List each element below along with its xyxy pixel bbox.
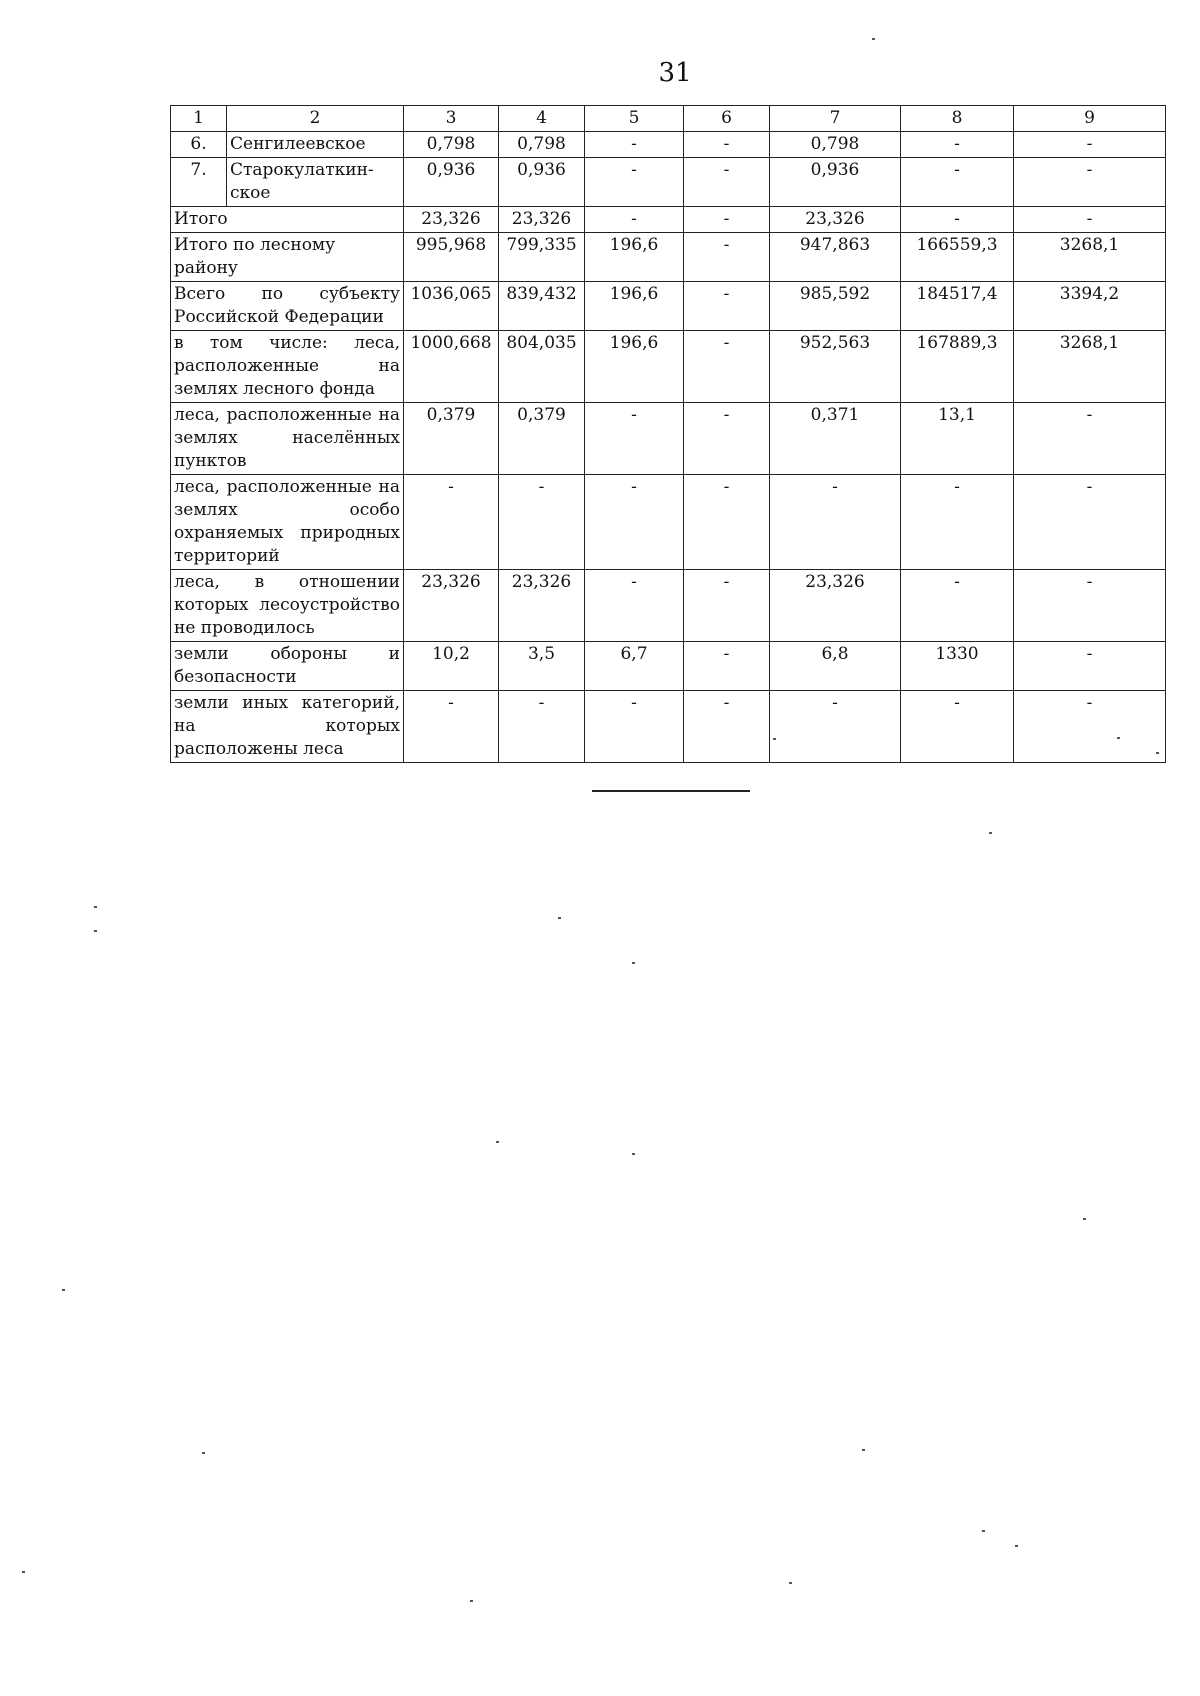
column-number-2: 2 (227, 106, 404, 132)
scan-speck (470, 1600, 473, 1602)
scan-speck (773, 738, 776, 740)
value-cell-col-9: - (1014, 570, 1166, 642)
scan-speck (1117, 737, 1120, 739)
scan-speck (982, 1530, 985, 1532)
value-cell-col-5: - (585, 132, 684, 158)
row-label: Итого (171, 207, 404, 233)
value-cell-col-3: - (404, 475, 499, 570)
row-label: Итого по лесному району (171, 233, 404, 282)
value-cell-col-3: 1036,065 (404, 282, 499, 331)
value-cell-col-5: - (585, 158, 684, 207)
value-cell-col-3: - (404, 691, 499, 763)
column-number-row (171, 106, 1166, 132)
column-number-6: 6 (684, 106, 770, 132)
value-cell-col-8: 166559,3 (901, 233, 1014, 282)
value-cell-col-6: - (684, 282, 770, 331)
value-cell-col-8: - (901, 207, 1014, 233)
scan-speck (632, 1153, 635, 1155)
value-cell-col-5: 196,6 (585, 331, 684, 403)
value-cell-col-4: 804,035 (499, 331, 585, 403)
value-cell-col-4: 799,335 (499, 233, 585, 282)
end-of-table-line (592, 790, 750, 792)
value-cell-col-7: 0,371 (770, 403, 901, 475)
value-cell-col-4: 23,326 (499, 570, 585, 642)
table-row (171, 132, 1166, 158)
value-cell-col-5: 196,6 (585, 282, 684, 331)
row-label: леса, расположенные на землях населённых пунктов (171, 403, 404, 475)
value-cell-col-9: - (1014, 207, 1166, 233)
value-cell-col-7: 947,863 (770, 233, 901, 282)
value-cell-col-9: 3268,1 (1014, 331, 1166, 403)
scan-speck (202, 1452, 205, 1454)
row-index: 7. (171, 158, 227, 207)
value-cell-col-7: - (770, 691, 901, 763)
scan-speck (1083, 1218, 1086, 1220)
value-cell-col-9: - (1014, 475, 1166, 570)
value-cell-col-5: - (585, 570, 684, 642)
value-cell-col-6: - (684, 158, 770, 207)
value-cell-col-4: 0,936 (499, 158, 585, 207)
table-body (171, 106, 1166, 763)
table-row (171, 691, 1166, 763)
value-cell-col-5: - (585, 691, 684, 763)
value-cell-col-4: 839,432 (499, 282, 585, 331)
table-row (171, 282, 1166, 331)
value-cell-col-8: - (901, 158, 1014, 207)
value-cell-col-9: - (1014, 642, 1166, 691)
value-cell-col-3: 1000,668 (404, 331, 499, 403)
value-cell-col-6: - (684, 475, 770, 570)
row-index: 6. (171, 132, 227, 158)
value-cell-col-3: 23,326 (404, 570, 499, 642)
scan-speck (558, 917, 561, 919)
value-cell-col-3: 0,798 (404, 132, 499, 158)
value-cell-col-6: - (684, 403, 770, 475)
value-cell-col-3: 0,379 (404, 403, 499, 475)
value-cell-col-7: 23,326 (770, 570, 901, 642)
scan-speck (789, 1582, 792, 1584)
value-cell-col-3: 0,936 (404, 158, 499, 207)
value-cell-col-5: - (585, 475, 684, 570)
value-cell-col-7: 0,798 (770, 132, 901, 158)
value-cell-col-8: - (901, 132, 1014, 158)
row-label: леса, расположенные на землях особо охраняемых природных территорий (171, 475, 404, 570)
page-number: 31 (658, 58, 692, 88)
value-cell-col-9: - (1014, 403, 1166, 475)
value-cell-col-4: 23,326 (499, 207, 585, 233)
value-cell-col-8: 13,1 (901, 403, 1014, 475)
row-label: земли иных категорий, на которых расположены леса (171, 691, 404, 763)
forestry-name: Сенгилеевское (227, 132, 404, 158)
value-cell-col-8: 184517,4 (901, 282, 1014, 331)
value-cell-col-7: 6,8 (770, 642, 901, 691)
value-cell-col-7: - (770, 475, 901, 570)
value-cell-col-6: - (684, 331, 770, 403)
scan-speck (862, 1449, 865, 1451)
table-row (171, 642, 1166, 691)
column-number-9: 9 (1014, 106, 1166, 132)
value-cell-col-9: 3268,1 (1014, 233, 1166, 282)
row-label: леса, в отношении которых лесоустройство не проводилось (171, 570, 404, 642)
scan-speck (22, 1571, 25, 1573)
value-cell-col-8: 167889,3 (901, 331, 1014, 403)
value-cell-col-5: 196,6 (585, 233, 684, 282)
value-cell-col-7: 0,936 (770, 158, 901, 207)
value-cell-col-3: 23,326 (404, 207, 499, 233)
forestry-name: Старокулаткин-ское (227, 158, 404, 207)
value-cell-col-3: 10,2 (404, 642, 499, 691)
table-row (171, 475, 1166, 570)
value-cell-col-7: 23,326 (770, 207, 901, 233)
value-cell-col-4: 0,798 (499, 132, 585, 158)
value-cell-col-6: - (684, 132, 770, 158)
value-cell-col-6: - (684, 233, 770, 282)
table-row (171, 570, 1166, 642)
column-number-4: 4 (499, 106, 585, 132)
value-cell-col-8: - (901, 475, 1014, 570)
scan-speck (62, 1289, 65, 1291)
value-cell-col-5: 6,7 (585, 642, 684, 691)
table-row (171, 158, 1166, 207)
scan-speck (496, 1141, 499, 1143)
value-cell-col-8: - (901, 691, 1014, 763)
forest-area-table (170, 105, 1166, 763)
column-number-3: 3 (404, 106, 499, 132)
value-cell-col-9: - (1014, 158, 1166, 207)
value-cell-col-9: - (1014, 132, 1166, 158)
value-cell-col-8: - (901, 570, 1014, 642)
column-number-7: 7 (770, 106, 901, 132)
row-label: Всего по субъекту Российской Федерации (171, 282, 404, 331)
table-row (171, 403, 1166, 475)
value-cell-col-7: 985,592 (770, 282, 901, 331)
column-number-8: 8 (901, 106, 1014, 132)
column-number-1: 1 (171, 106, 227, 132)
value-cell-col-6: - (684, 691, 770, 763)
value-cell-col-7: 952,563 (770, 331, 901, 403)
value-cell-col-4: 0,379 (499, 403, 585, 475)
scan-speck (632, 962, 635, 964)
value-cell-col-4: 3,5 (499, 642, 585, 691)
value-cell-col-9: - (1014, 691, 1166, 763)
scan-speck (94, 930, 97, 932)
scan-speck (872, 38, 875, 40)
row-label: в том числе: леса, расположенные на землях лесного фонда (171, 331, 404, 403)
scan-speck (989, 832, 992, 834)
value-cell-col-5: - (585, 207, 684, 233)
value-cell-col-6: - (684, 207, 770, 233)
value-cell-col-5: - (585, 403, 684, 475)
scan-speck (1015, 1545, 1018, 1547)
row-label: земли обороны и безопасности (171, 642, 404, 691)
value-cell-col-3: 995,968 (404, 233, 499, 282)
value-cell-col-4: - (499, 691, 585, 763)
value-cell-col-6: - (684, 642, 770, 691)
value-cell-col-4: - (499, 475, 585, 570)
column-number-5: 5 (585, 106, 684, 132)
scan-speck (1156, 752, 1159, 754)
scan-speck (94, 906, 97, 908)
table-row (171, 207, 1166, 233)
table-row (171, 331, 1166, 403)
table-row (171, 233, 1166, 282)
value-cell-col-8: 1330 (901, 642, 1014, 691)
value-cell-col-6: - (684, 570, 770, 642)
value-cell-col-9: 3394,2 (1014, 282, 1166, 331)
